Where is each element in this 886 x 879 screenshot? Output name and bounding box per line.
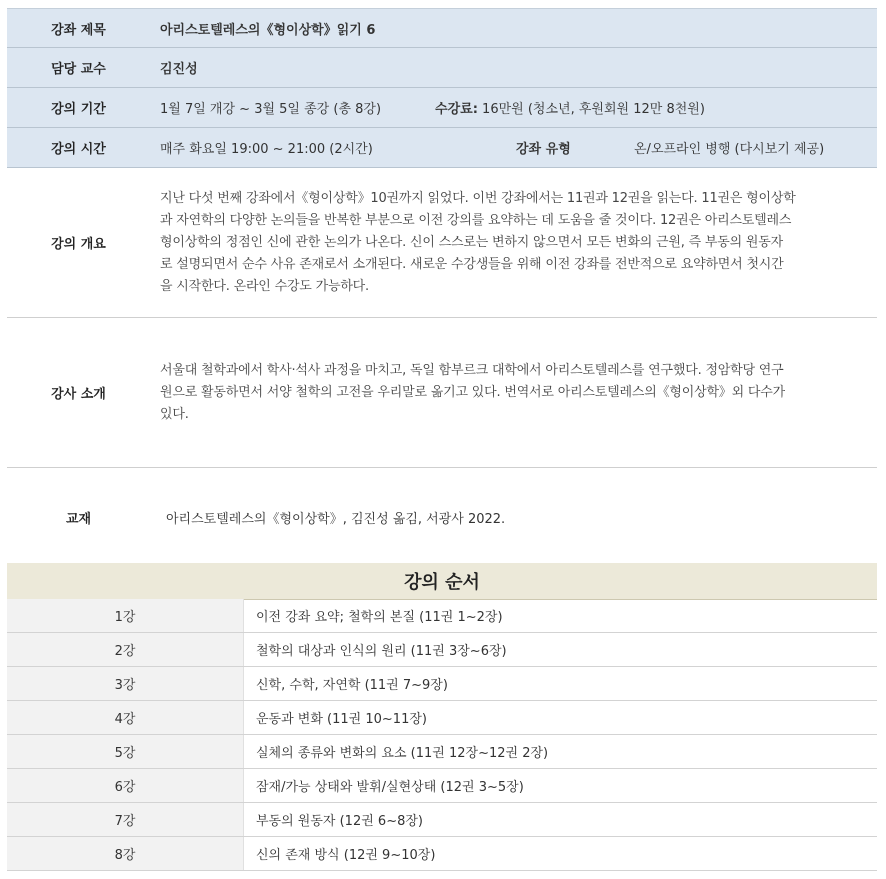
lecture-order-table: [7, 599, 877, 871]
lecture-number: 5강: [7, 735, 244, 768]
time-label: 강의 시간: [51, 142, 106, 157]
period-row: [7, 88, 877, 128]
lecture-number: 2강: [7, 633, 244, 666]
textbook-value: 아리스토텔레스의《형이상학》, 김진성 옮김, 서광사 2022.: [166, 511, 506, 527]
time-value: 매주 화요일 19:00 ~ 21:00 (2시간): [160, 142, 373, 157]
lecture-topic: 부동의 원동자 (12권 6~8장): [256, 814, 423, 829]
type-label: 강좌 유형: [516, 142, 571, 157]
professor-label: 담당 교수: [51, 62, 106, 77]
lecture-number: 8강: [7, 837, 244, 870]
table-row: [7, 599, 877, 633]
professor-row: [7, 48, 877, 88]
period-value: 1월 7일 개강 ~ 3월 5일 종강 (총 8강): [160, 102, 382, 117]
course-title-value: 아리스토텔레스의《형이상학》읽기 6: [160, 22, 376, 38]
table-row: [7, 633, 877, 667]
table-row: [7, 769, 877, 803]
lecture-number: 6강: [7, 769, 244, 802]
lecture-number: 4강: [7, 701, 244, 734]
table-row: [7, 837, 877, 871]
table-row: [7, 667, 877, 701]
period-label: 강의 기간: [51, 102, 106, 117]
lecture-topic: 철학의 대상과 인식의 원리 (11권 3장~6장): [256, 644, 507, 659]
overview-label: 강의 개요: [51, 237, 106, 252]
lecture-topic: 실체의 종류와 변화의 요소 (11권 12장~12권 2장): [256, 746, 549, 761]
overview-text: 지난 다섯 번째 강좌에서《형이상학》10권까지 읽었다. 이번 강좌에서는 11권과 12권을 읽는다. 11권은 형이상학 과 자연학의 다양한 논의들을 반복한 부분으로 이전 강의를 요약하는 데 도움을 줄 것이다. 12권은 아리스토텔레스 형이상학의 정점인 신에 관한 논의가 나온다. 신이 스스로는 변하지 않으면서 모든 변화의 근원, 즉 부동의 원동자 로 설명되면서 순수 사유 존재로서 소개된다. 새로운 수강생들을 위해 이전 강좌를 전반적으로 요약하면서 첫시간 을 시작한다. 온라인 수강도 가능하다.: [160, 190, 796, 294]
lecture-number: 3강: [7, 667, 244, 700]
lecture-number: 7강: [7, 803, 244, 836]
course-title-label: 강좌 제목: [51, 22, 106, 38]
table-row: [7, 803, 877, 837]
instructor-text: 서울대 철학과에서 학사·석사 과정을 마치고, 독일 함부르크 대학에서 아리스토텔레스를 연구했다. 정암학당 연구 원으로 활동하면서 서양 철학의 고전을 우리말로 옮기고 있다. 번역서로 아리스토텔레스의《형이상학》외 다수가 있다.: [160, 362, 785, 422]
professor-value: 김진성: [160, 62, 198, 77]
textbook-label: 교재: [65, 511, 92, 527]
lecture-topic: 이전 강좌 요약; 철학의 본질 (11권 1~2장): [256, 610, 503, 625]
course-title-row: [7, 8, 877, 48]
overview-row: [7, 168, 877, 318]
time-row: [7, 128, 877, 168]
course-info-table: [7, 8, 877, 566]
instructor-label: 강사 소개: [51, 387, 106, 402]
type-value: 온/오프라인 병행 (다시보기 제공): [634, 142, 825, 157]
lecture-order-title: 강의 순서: [7, 563, 877, 600]
lecture-number: 1강: [7, 599, 244, 632]
table-row: [7, 701, 877, 735]
fee-value: 수강료: 16만원 (청소년, 후원회원 12만 8천원): [435, 102, 705, 117]
instructor-row: [7, 318, 877, 468]
lecture-topic: 운동과 변화 (11권 10~11장): [256, 712, 427, 727]
lecture-topic: 잠재/가능 상태와 발휘/실현상태 (12권 3~5장): [256, 780, 524, 795]
textbook-row: [7, 468, 877, 566]
lecture-topic: 신학, 수학, 자연학 (11권 7~9장): [256, 678, 448, 693]
table-row: [7, 735, 877, 769]
fee-label: 수강료:: [435, 102, 478, 117]
lecture-topic: 신의 존재 방식 (12권 9~10장): [256, 848, 436, 863]
